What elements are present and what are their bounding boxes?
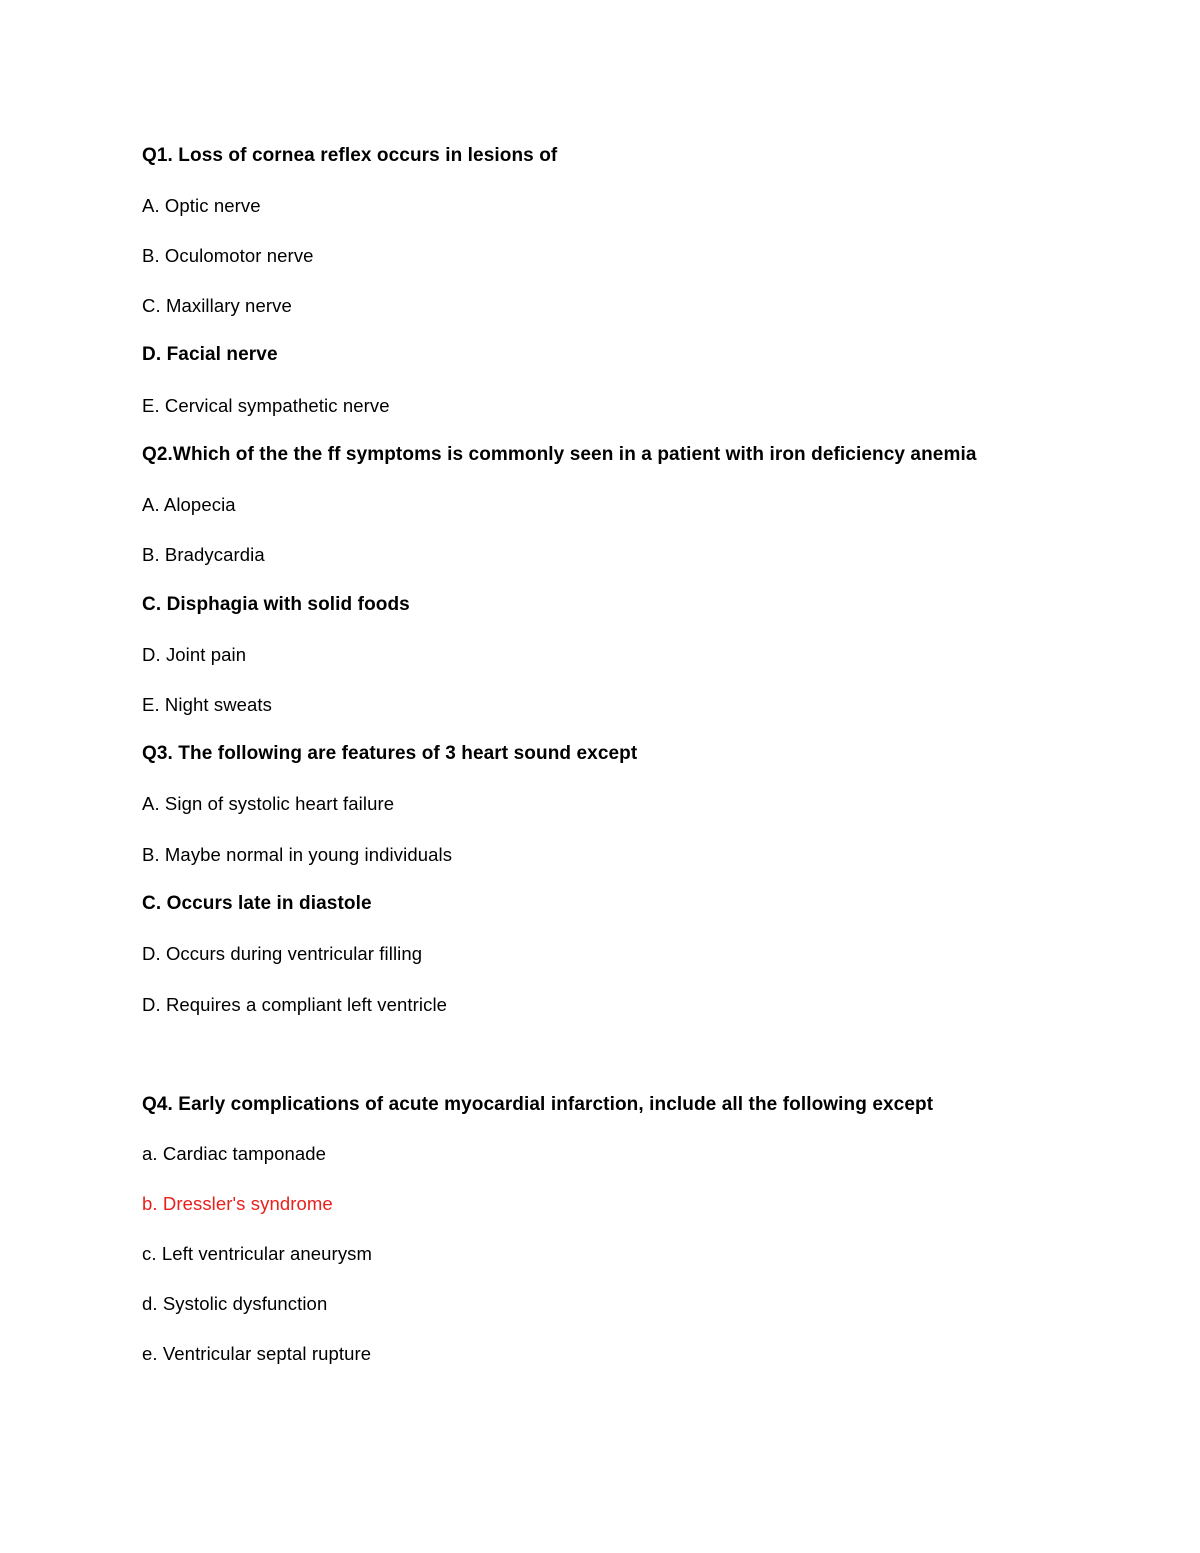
question-4-option-a: a. Cardiac tamponade xyxy=(142,1143,327,1164)
question-1-option-c: C. Maxillary nerve xyxy=(142,295,292,316)
question-2-option-d: D. Joint pain xyxy=(142,644,247,665)
question-2-option-e: E. Night sweats xyxy=(142,694,273,715)
question-4-stem: Q4. Early complications of acute myocardial infarction, include all the following except xyxy=(142,1094,934,1115)
question-1-option-e: E. Cervical sympathetic nerve xyxy=(142,395,390,416)
question-4-option-b-answer: b. Dressler's syndrome xyxy=(142,1193,333,1214)
question-1-stem: Q1. Loss of cornea reflex occurs in lesions of xyxy=(142,145,558,166)
question-2-option-b: B. Bradycardia xyxy=(142,544,265,565)
question-2-stem: Q2.Which of the the ff symptoms is commonly seen in a patient with iron deficiency anemia xyxy=(142,444,977,465)
question-2-option-a: A. Alopecia xyxy=(142,494,236,515)
question-1-option-b: B. Oculomotor nerve xyxy=(142,245,314,266)
question-3-option-d: D. Occurs during ventricular filling xyxy=(142,943,423,964)
question-1-option-d-answer: D. Facial nerve xyxy=(142,344,278,365)
question-3-stem: Q3. The following are features of 3 heart sound except xyxy=(142,743,638,764)
question-4-option-d: d. Systolic dysfunction xyxy=(142,1293,328,1314)
question-3-option-a: A. Sign of systolic heart failure xyxy=(142,793,395,814)
question-3-option-c-answer: C. Occurs late in diastole xyxy=(142,893,372,914)
question-4-option-e: e. Ventricular septal rupture xyxy=(142,1343,372,1364)
question-2-option-c-answer: C. Disphagia with solid foods xyxy=(142,594,410,615)
question-1-option-a: A. Optic nerve xyxy=(142,195,261,216)
question-3-option-b: B. Maybe normal in young individuals xyxy=(142,844,453,865)
question-3-option-d2: D. Requires a compliant left ventricle xyxy=(142,994,448,1015)
question-4-option-c: c. Left ventricular aneurysm xyxy=(142,1243,373,1264)
